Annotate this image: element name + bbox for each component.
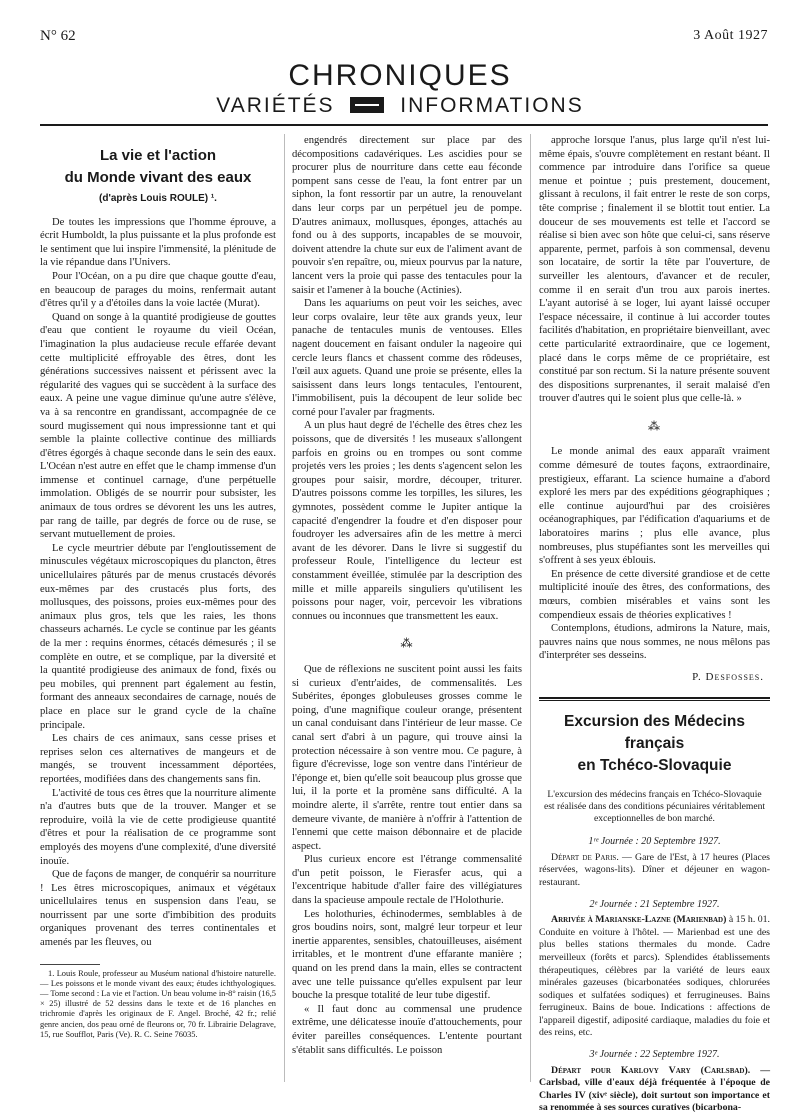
paragraph: Pour l'Océan, on a pu dire que chaque goutte d'eau, en beaucoup de parages du moins, renfermait autant d'êtres qu'il y a d'étoiles dans la voie lactée (Murat). — [40, 270, 276, 310]
paragraph: De toutes les impressions que l'homme éprouve, a écrit Humboldt, la plus puissante et la plus profonde est le sentiment que lui inspire l'immensité, la plénitude de la vie répandue dans l'Univers. — [40, 216, 276, 269]
masthead-title: CHRONIQUES — [288, 59, 512, 92]
excursion-title-line2: en Tchéco-Slovaquie — [577, 756, 732, 774]
masthead-informations: INFORMATIONS — [400, 94, 584, 117]
day-1-text — [539, 852, 770, 890]
column-3-body-a — [539, 134, 770, 406]
column-2 — [284, 134, 522, 1082]
day-3-heading: 3ᵉ Journée : 22 Septembre 1927. — [589, 1049, 720, 1061]
day-2-label: Arrivée à Marianske-Lazne (Marienbad) — [551, 914, 727, 926]
paragraph: Que de réflexions ne suscitent point aussi les faits si curieux d'entr'aides, de commensalités. Les Subérites, éponges globuleuses grosses comme le poing, d'une magnifique couleur orange, présentent un canal conduisant dans l'intérieur de leur masse. Ce canal sert d'abri à un pagure, qui trouve ainsi la protection nécessaire à son ventre mou. Ce pagure, à figure d'écrevisse, loge son ventre dans l'intérieur de l'éponge et, bien qu'elle soit beaucoup plus grosse que lui, il la porte et la promène sans difficulté. A la moindre alerte, il s'arrête, rentre tout entier dans sa demeure vivante, de manière à n'offrir à l'attention de l'ennemi que cette maison débonnaire et de placide aspect. — [292, 663, 522, 852]
paragraph: En présence de cette diversité grandiose et de cette multiplicité inouïe des êtres, des conformations, des mœurs, combien misérables et vains sont les compendieux essais de théories explicatives ! — [539, 568, 770, 621]
article-title-line2: du Monde vivant des eaux — [64, 169, 252, 186]
column-2-body-b — [292, 663, 522, 1057]
article-title-line1: La vie et l'action — [99, 147, 217, 164]
column-3-body-b — [539, 445, 770, 663]
ornament-icon — [350, 97, 384, 113]
column-1-body — [40, 216, 276, 950]
day-3-body: — Carlsbad, ville d'eaux déjà fréquentée à l'époque de Charles IV (xivᵉ siècle), doit surtout son importance et sa renommée à ses sources curatives (bicarbona- — [539, 1064, 770, 1114]
paragraph: Les chairs de ces animaux, sans cesse prises et reprises selon ces alternatives de mangeurs et de mangés, se trouvent incessamment déportées, reportées, modifiées dans des changements sans fin. — [40, 733, 276, 785]
paragraph: « Il faut donc au commensal une prudence extrême, une délicatesse inouïe d'attouchements, pour éviter pareilles conséquences. L'entente pourtant s'établit sans difficultés. Le poisson — [292, 1003, 522, 1056]
section-stars-2: ⁂ — [648, 418, 661, 433]
paragraph: Dans les aquariums on peut voir les seiches, avec leur corps ovalaire, leur tête aux grands yeux, leur panache de tentacules munis de ventouses. Elles nagent doucement en faisant onduler la nageoire qui cercle leurs flancs et chassent comme des rôdeuses, l'œil aux aguets. Quand une proie se présente, elles la saisissent dans leurs longs tentacules, l'entourent, l'immobilisent, puis la découpent de leur solide bec corné pour l'avaler par fragments. — [292, 298, 522, 418]
day-1-label: Départ de Paris. — [551, 851, 619, 863]
paragraph: Le monde animal des eaux apparaît vraiment comme démesuré de toutes façons, extraordinaire, prestigieux, effarant. La science humaine a d'abord exploré les mers par des expéditions géographiques ; elle continue aujourd'hui par des croisières océanographiques, par l'édification d'aquariums et de laboratoires marins ; plus elle avance, plus nombreuses, plus stupéfiantes sont les merveilles qui s'offrent à ses yeux éblouis. — [539, 446, 770, 567]
masthead — [0, 60, 800, 118]
day-1-heading: 1ʳᵉ Journée : 20 Septembre 1927. — [588, 836, 721, 848]
paragraph: Le cycle meurtrier débute par l'engloutissement de minuscules végétaux microscopiques du plancton, êtres unicellulaires pâturés par de menus crustacés dévorés eux-mêmes par des crustacés plus forts, des mollusques, des poissons, proies eux-mêmes pour des animaux plus gros, tels que les raies, les thons chasseurs acharnés. Le cycle se continue par les géants de la mer : requins énormes, cétacés démesurés ; il se complète en outre, et se complique, par la diversité et la quantité prodigieuse des animaux de fond, fixés ou peu mobiles, qui prennent part également au festin, formant des anneaux secondaires de carnage, noués de place en place sur le grand cycle de la chaîne principale. — [40, 542, 276, 731]
paragraph: Quand on songe à la quantité prodigieuse de gouttes d'eau que contient le royaume du vieil Océan, l'imagination la plus audacieuse recule effarée devant cette multiplicité effroyable des êtres, dont les générations successives naissent et périssent avec la régularité des vagues qui se succèdent à la surface des eaux. A peine une vague diminue qu'une autre s'élève, va à sa rencontre en grandissant, accompagnée de ce sourd mugissement qui nous impressionne tant et qui semble la plainte collective continue des milliards d'êtres égorgés à chaque seconde dans le sein des eaux. L'Océan n'est autre en effet que le champ immense d'un immense et continuel carnage, d'une perpétuelle immolation. Obligés de se nourrir pour subsister, les animaux de tous ordres se dévorent les uns les autres, par rang de taille, par degrés de force ou de ruse, se servant mutuellement de proies. — [40, 311, 276, 541]
paragraph: engendrés directement sur place par des décompositions cadavériques. Les ascidies pour se procurer plus de nourriture dans cette eau féconde pompent sans cesse de l'eau, la font entrer par un siphon, la font ressortir par un autre, la renouvelant dans leur corps par un perpétuel jeu de pompe. D'autres animaux, mollusques, éponges, attachés au fond ou à des supports, incapables de se mouvoir, doivent attendre la chute sur eux de l'aliment avant de pouvoir s'en repaître, ou, mieux pourvus par la nature, lancent vers la proie qui passe des tentacules pour la saisir et l'amener à la bouche (Actinies). — [292, 135, 522, 296]
day-1-body: — Gare de l'Est, à 17 heures (Places réservées, wagons-lits). Dîner et déjeuner en wagon-restaurant. — [539, 851, 770, 888]
day-3-text — [539, 1065, 770, 1115]
masthead-varietes: VARIÉTÉS — [216, 94, 335, 117]
column-3 — [530, 134, 770, 1114]
article-byline: (d'après Louis ROULE) ¹. — [99, 193, 217, 204]
excursion-rule-bottom — [539, 700, 770, 701]
day-3-label: Départ pour Karlovy Vary (Carlsbad). — [551, 1064, 751, 1076]
day-2-body: à 15 h. 01. Conduite en voiture à l'hôtel. — Marienbad est une des plus belles stations thermales du monde. Cadre merveilleux (forêts et parcs). Splendides établissements thérapeutiques, célèbres par la variété de leurs eaux minérales gazeuses (bicarbonatées sodiques, chlorurées sodiques et sulfatées sodiques) et ferrugineuses. Bains ferrugineux. Bains de boue. Indications : affections de l'appareil digestif, adiposité cardiaque, maladies du foie et des reins, etc. — [539, 914, 770, 1039]
column-1 — [40, 134, 276, 1082]
masthead-rule — [40, 124, 768, 126]
paragraph: L'activité de tous ces êtres que la nourriture alimente n'a d'autres buts que de la trouver. Manger et se reproduire, voilà la vie de cette prodigieuse quantité d'êtres et pour la réalisation de ce programme sont employés des moyens d'une complexité, d'une diversité inouïe. — [40, 787, 276, 867]
day-2-text — [539, 914, 770, 1040]
footnote-rule — [40, 964, 100, 965]
issue-date: 3 Août 1927 — [693, 28, 768, 43]
section-stars: ⁂ — [400, 636, 414, 651]
footnote: 1. Louis Roule, professeur au Muséum national d'histoire naturelle. — Les poissons et le monde vivant des eaux; études ichthyologiques. — Tome second : La vie et l'action. Un beau volume in-8° raisin (16,5 × 25) illustré de 52 dessins dans le texte et de 16 planches en trichromie d'après les originaux de F. Angel. Broché, 42 fr.; relié genre ancien, dos peau orné de fleurons or, 70 fr. Librairie Delagrave, 15, rue Soufflot, Paris (Ve). R. C. Seine 76035. — [40, 968, 276, 1039]
paragraph: Que de façons de manger, de conquérir sa nourriture ! Les êtres microscopiques, animaux et végétaux unicellulaires tenus en suspension dans l'eau, se nourrissent par une sorte d'imbibition des produits organiques provenant des terres continentales et amenés par les fleuves, ou — [40, 869, 276, 949]
excursion-rule-top — [539, 697, 770, 699]
article-signature: P. Desfosses. — [692, 670, 764, 683]
excursion-title-line1: Excursion des Médecins français — [564, 712, 745, 752]
excursion-intro: L'excursion des médecins français en Tchéco-Slovaquie est réalisée dans des conditions pécuniaires véritablement exceptionnelles de bon marché. — [543, 788, 766, 824]
day-2-heading: 2ᵉ Journée : 21 Septembre 1927. — [589, 898, 720, 910]
paragraph: Les holothuries, échinodermes, semblables à de gros boudins noirs, sont, malgré leur torpeur et leur inertie apparentes, sensibles, chatouilleuses, aisément irritables, et le montrent d'une effarante manière ; quand on les prend dans la main, elles se contractent avec une telle puissance qu'elles expulsent par leur bouche la presque totalité de leur tube digestif. — [292, 908, 522, 1002]
paragraph: A un plus haut degré de l'échelle des êtres chez les poissons, que de diversités ! les museaux s'allongent parfois en groins ou en trompes ou sont comme projetés vers les proies ; les dents s'agencent selon les groupes pour saisir, mordre, découper, triturer. D'autres poissons comme les torpilles, les silures, les gymnotes, possèdent comme le Jupiter antique la capacité d'engendrer la foudre et d'en disposer pour foudroyer les adversaires afin de les mettre à merci avant de les dévorer. Dans le livre si suggestif du professeur Roule, l'intelligence du lecteur est constamment éveillée, stimulée par la description des mille et mille appareils singuliers qu'utilisent les poissons pour nager, voir, percevoir les vibrations connues ou inconnues que transmettent les eaux. — [292, 420, 522, 622]
paragraph: Plus curieux encore est l'étrange commensalité d'un petit poisson, le Fierasfer acus, qui a l'excentrique habitude d'aller faire des villégiatures dans la spacieuse ampoule rectale de l'Holothurie. — [292, 854, 522, 907]
masthead-subtitle — [0, 94, 800, 118]
page-header — [40, 28, 768, 48]
issue-number: N° 62 — [40, 28, 76, 44]
paragraph: approche lorsque l'anus, plus large qu'il n'est lui-même épais, s'ouvre complètement en restant béant. Il commence par introduire dans l'orifice sa queue menue et pointue ; puis prestement, doucement, glissant à reculons, il fait entrer le reste de son corps, tête comprise ; finalement il se blottit tout entier. La douceur de ses mouvements est telle et l'accord se réalise si bien avec son hôte que celui-ci, sans réserve apparente, permet, parfois à son commensal, devenu son locataire, de sortir la tête par l'ouverture, de surveiller les alentours, d'avancer et de reculer, comme il en serait d'un trou aux parois inertes. L'ayant autorisé à se loger, lui ayant laissé occuper l'espace nécessaire, il continue à lui accorder toutes facilités d'habitation, en propriétaire bienveillant, avec cette particularité extraordinaire, que ce logement, placé dans le corps même de ce propriétaire, est constitué par son rectum. Si la nature présente souvent des dispositions surprenantes, il serait malaisé d'en trouver d'autres qui le soient plus que celle-là. » — [539, 135, 770, 405]
column-2-body-a — [292, 134, 522, 623]
paragraph: Contemplons, étudions, admirons la Nature, mais, pauvres nains que nous sommes, ne nous mêlons pas d'interpréter ses desseins. — [539, 623, 770, 662]
